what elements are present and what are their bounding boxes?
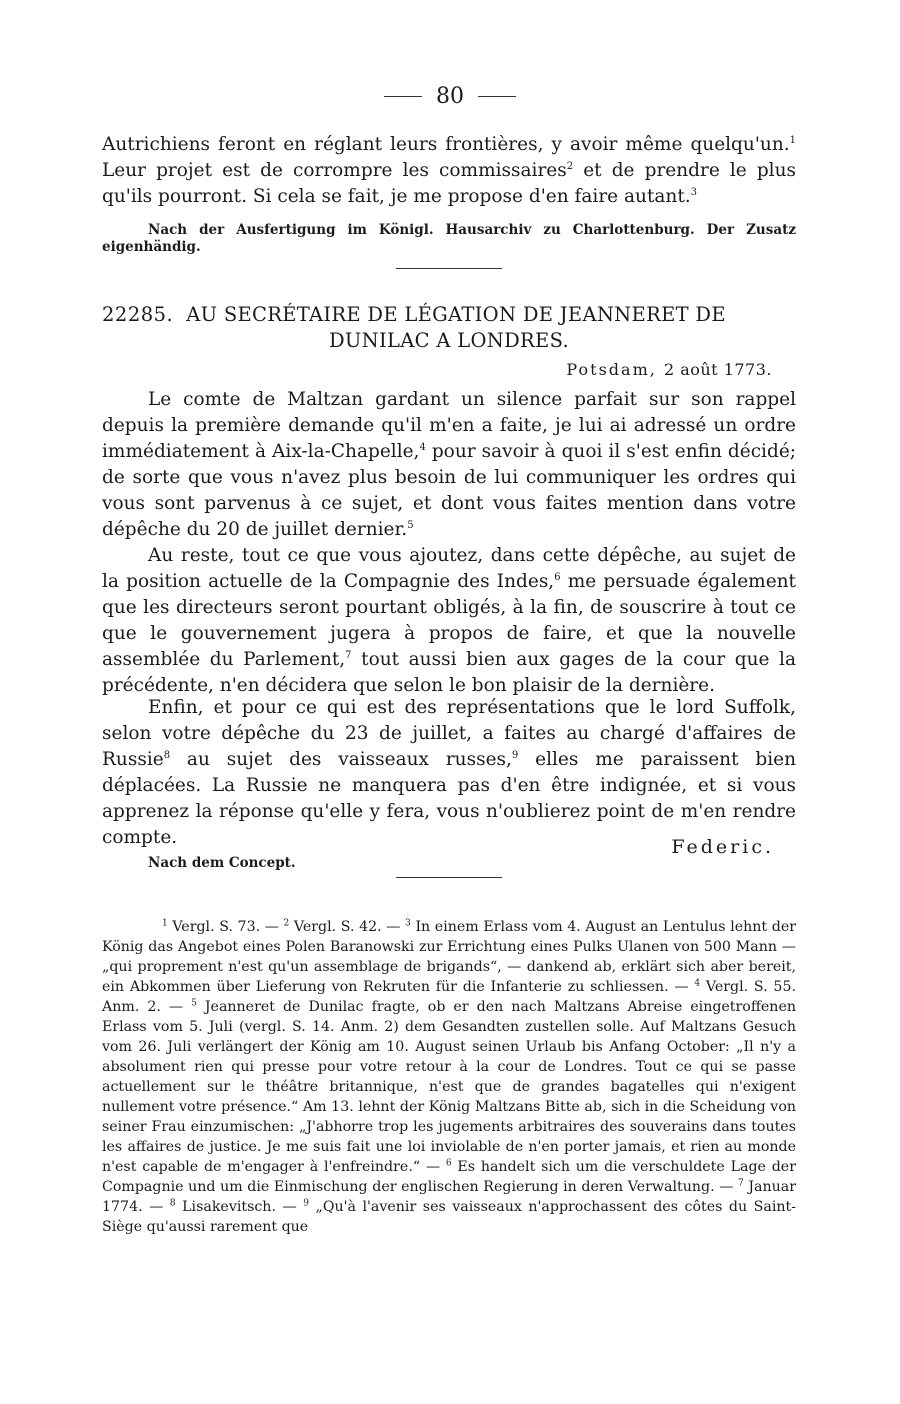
header-dash-left bbox=[384, 96, 422, 97]
page-number: 80 bbox=[436, 84, 464, 109]
dateline-date: 2 août 1773. bbox=[663, 360, 772, 379]
footnotes: $^1$ Vergl. S. 73. — $^2$ Vergl. S. 42. — $^3$ In einem Erlass vom 4. August an Lentulus lehnt der König das Angebot eines Polen Baranowski zur Errichtung eines Pulks Ulanen von 500 Mann — „qui proprement n'est qu'un assemblage de brigands“, — dankend ab, erklärt sich aber bereit, ein Abkommen über Lieferung von Rekruten für die Infanterie zu schliessen. — $^4$ Vergl. S. 55. Anm. 2. — $^5$ Jeanneret de Dunilac fragte, ob er den nach Maltzans Abreise eingetroffenen Erlass vom 5. Juli (vergl. S. 14. Anm. 2) dem Gesandten zustellen solle. Auf Maltzans Gesuch vom 26. Juli verlängert der König am 10. August seinen Urlaub bis Anfang October: „Il n'y a absolument rien qui presse pour votre retour à la cour de Londres. Tout ce qui se passe actuellement sur le théâtre britannique, n'est que de grandes bagatelles qui n'exigent nullement votre présence.“ Am 13. lehnt der König Maltzans Bitte ab, sich in die Scheidung von seiner Frau einzumischen: „J'abhorre trop les jugements arbitraires des souverains dans toutes les affaires de justice. Je me suis fait une loi inviolable de n'en porter jamais, et rien au monde n'est capable de m'engager à l'enfreindre.“ — $^6$ Es handelt sich um die verschuldete Lage der Compagnie und um die Einmischung der englischen Regierung in deren Verwaltung. — $^7$ Januar 1774. — $^8$ Lisakevitsch. — $^9$ „Qu'à l'avenir ses vaisseaux n'approchassent des côtes du Saint-Siège qu'aussi rarement que bbox=[102, 918, 797, 1235]
previous-letter-source-note: Nach der Ausfertigung im Königl. Hausarchiv zu Charlottenburg. Der Zusatz eigenhändig. bbox=[102, 222, 796, 255]
letter-source-note: Nach dem Concept. bbox=[148, 855, 296, 871]
section-divider bbox=[396, 268, 502, 269]
header-dash-right bbox=[478, 96, 516, 97]
footnote-divider bbox=[396, 877, 502, 878]
letter-paragraph-2: Au reste, tout ce que vous ajoutez, dans cette dépêche, au sujet de la position actuelle de la Compagnie des Indes,$^6$ me persuade également que les directeurs seront pourtant obligés, à la fin, de souscrire à tout ce que le gouvernement jugera à propos de faire, et que la nouvelle assemblée du Parlement,$^7$ tout aussi bien aux gages de la cour que la précédente, n'en décidera que selon le bon plaisir de la dernière. bbox=[102, 545, 796, 696]
dateline bbox=[566, 360, 772, 379]
letter-paragraph-3: Enfin, et pour ce qui est des représentations que le lord Suffolk, selon votre dépêche du 23 de juillet, a faites au chargé d'affaires de Russie$^8$ au sujet des vaisseaux russes,$^9$ elles me paraissent bien déplacées. La Russie ne manquera pas d'en être indignée, et si vous apprenez la réponse qu'elle y fera, vous n'oublierez point de m'en rendre compte. bbox=[102, 697, 796, 848]
dateline-place: Potsdam, bbox=[566, 360, 657, 379]
letter-paragraph-1: Le comte de Maltzan gardant un silence parfait sur son rappel depuis la première demande qu'il m'en a faite, je lui ai adressé un ordre immédiatement à Aix-la-Chapelle,$^4$ pour savoir à quoi il s'est enfin décidé; de sorte que vous n'avez plus besoin de lui communiquer les ordres qui vous sont parvenus à ce sujet, et dont vous faites mention dans votre dépêche du 20 de juillet dernier.$^5$ bbox=[102, 389, 796, 540]
letter-number: 22285. bbox=[102, 303, 174, 326]
letter-title-line1: AU SECRÉTAIRE DE LÉGATION DE JEANNERET DE bbox=[186, 303, 726, 326]
page-header bbox=[0, 84, 900, 109]
signature: Federic. bbox=[671, 836, 774, 858]
letter-heading-line1 bbox=[102, 302, 796, 328]
previous-letter-text: Autrichiens feront en réglant leurs frontières, y avoir même quelqu'un.$^1$ Leur projet est de corrompre les commissaires$^2$ et de prendre le plus qu'ils pourront. Si cela se fait, je me propose d'en faire autant.$^3$ bbox=[102, 134, 797, 207]
letter-title-line2: DUNILAC A LONDRES. bbox=[328, 329, 570, 352]
